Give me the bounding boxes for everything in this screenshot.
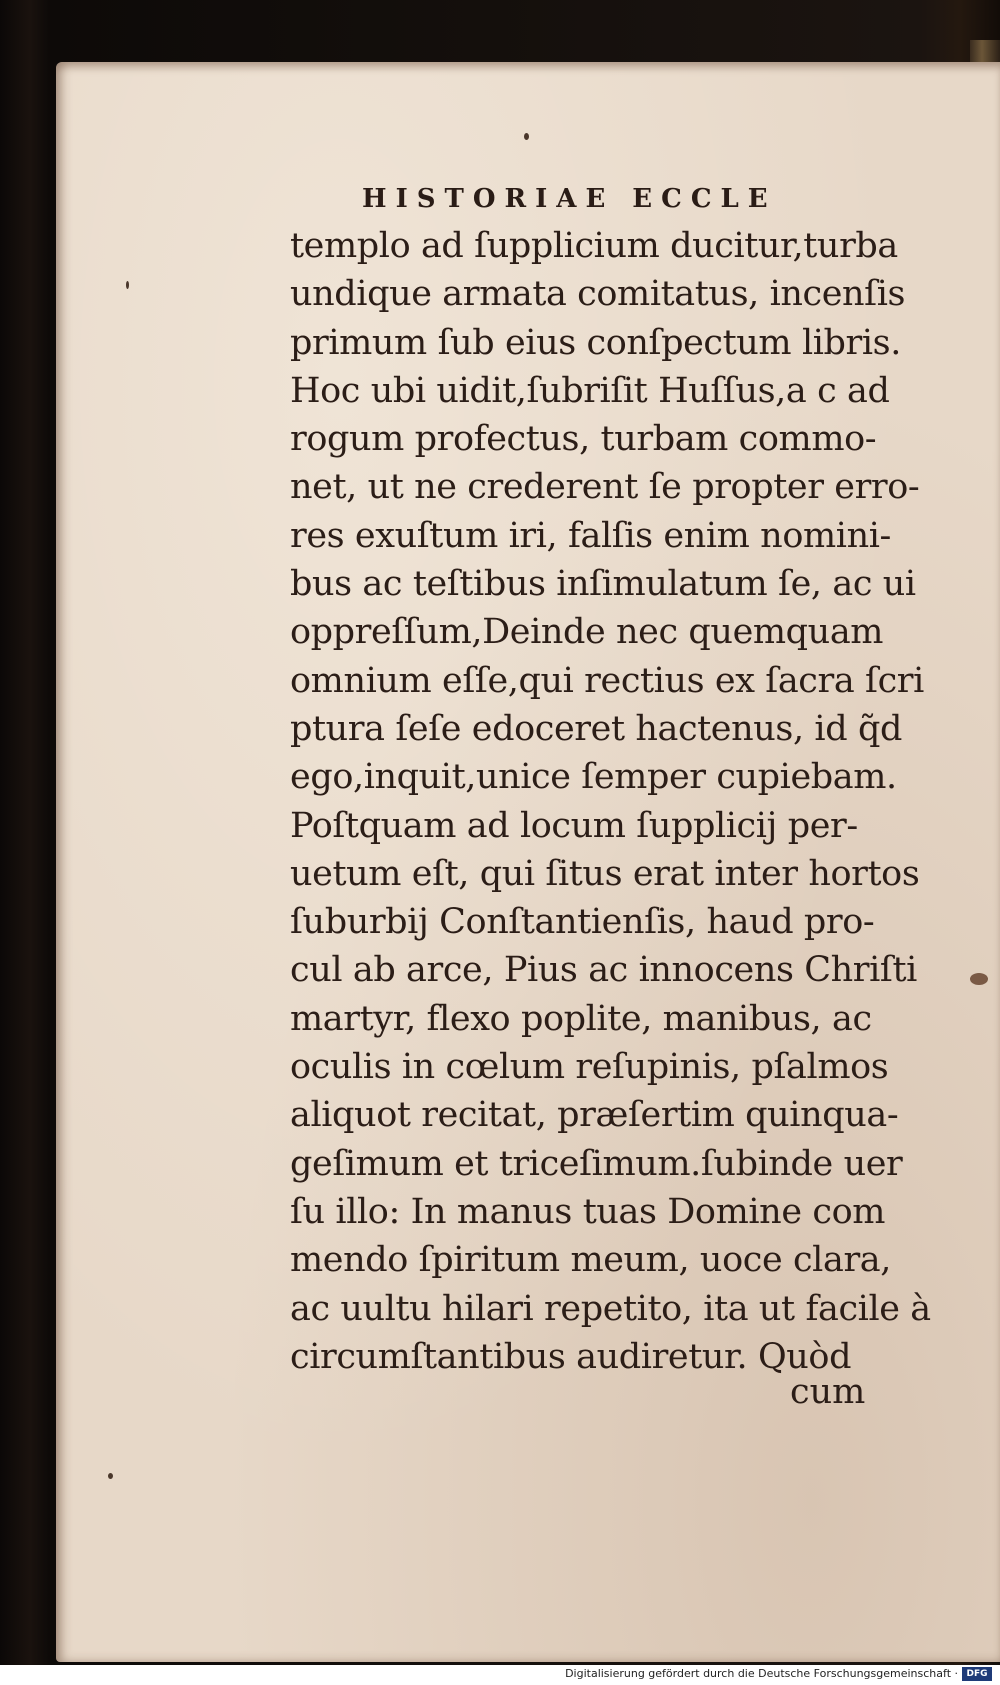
text-line: omnium eſſe,qui rectius ex ſacra ſcri xyxy=(290,660,924,701)
text-line: ptura ſeſe edoceret hactenus, id q̃d xyxy=(290,708,902,749)
text-line: ego,inquit,unice ſemper cupiebam. xyxy=(290,757,897,798)
text-block xyxy=(290,222,940,1381)
text-line: undique armata comitatus, incenſis xyxy=(290,274,906,315)
paper-speck xyxy=(524,133,529,140)
text-line: cul ab arce, Pius ac innocens Chriſti xyxy=(290,950,917,991)
text-line: ſu illo: In manus tuas Domine com xyxy=(290,1191,886,1232)
text-line: rogum profectus, turbam commo- xyxy=(290,419,877,460)
text-line: net, ut ne crederent ſe propter erro- xyxy=(290,467,920,508)
text-line: martyr, flexo poplite, manibus, ac xyxy=(290,998,872,1039)
running-head: HISTORIAE ECCLE xyxy=(362,184,777,214)
text-line: ac uultu hilari repetito, ita ut facile à xyxy=(290,1288,931,1329)
text-line: templo ad ſupplicium ducitur,turba xyxy=(290,226,898,266)
text-line: bus ac teſtibus inſimulatum ſe, ac ui xyxy=(290,564,916,605)
funding-credit: Digitalisierung gefördert durch die Deutsche Forschungsgemeinschaft · xyxy=(565,1667,958,1680)
text-line: res exuſtum iri, falſis enim nomini- xyxy=(290,515,891,556)
dfg-logo: DFG xyxy=(962,1667,992,1681)
catchword: cum xyxy=(790,1372,866,1412)
text-line: geſimum et triceſimum.ſubinde uer xyxy=(290,1143,903,1184)
paper-stain xyxy=(970,973,988,985)
text-line: oppreſſum,Deinde nec quemquam xyxy=(290,612,884,653)
paper-speck xyxy=(126,281,129,289)
text-line: mendo ſpiritum meum, uoce clara, xyxy=(290,1240,891,1281)
text-line: aliquot recitat, præſertim quinqua- xyxy=(290,1095,899,1136)
paper-speck xyxy=(108,1473,113,1479)
text-line: oculis in cœlum reſupinis, pſalmos xyxy=(290,1047,889,1088)
text-line: ſuburbij Conſtantienſis, haud pro- xyxy=(290,902,875,943)
text-line: uetum eſt, qui ſitus erat inter hortos xyxy=(290,853,920,894)
text-line: circumſtantibus audiretur. Quòd xyxy=(290,1336,852,1377)
text-line: Hoc ubi uidit,ſubriſit Huſſus,a c ad xyxy=(290,370,890,411)
text-line: Poſtquam ad locum ſupplicij per- xyxy=(290,805,858,846)
text-line: primum ſub eius conſpectum libris. xyxy=(290,322,901,363)
